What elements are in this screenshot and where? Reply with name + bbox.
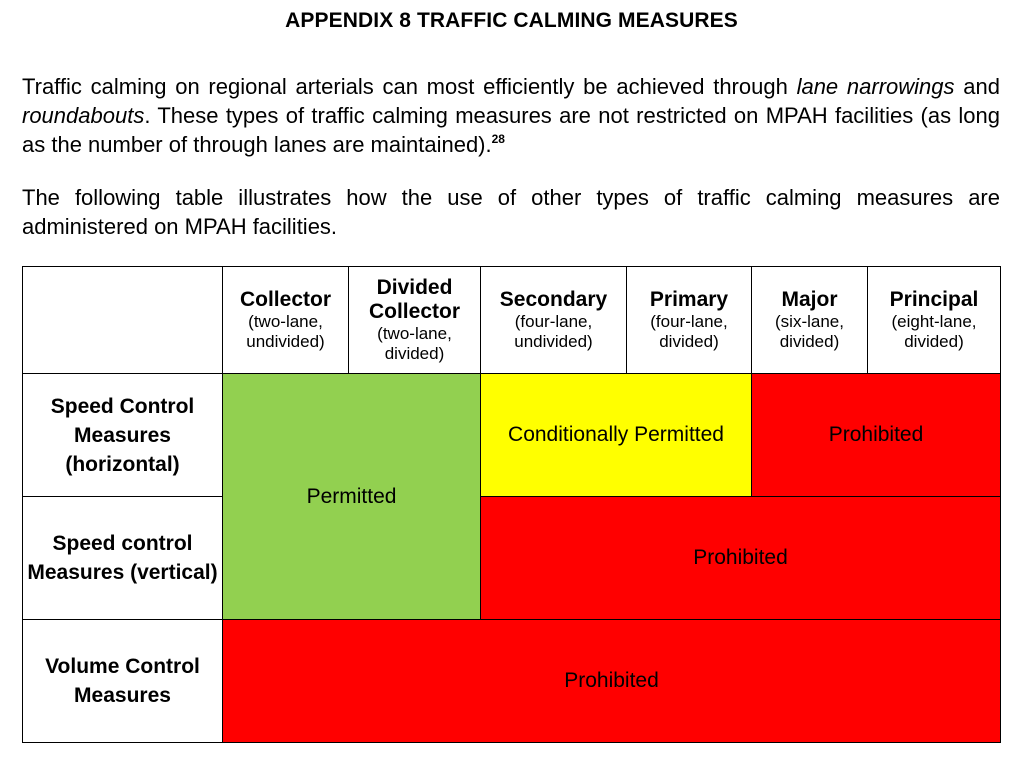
traffic-calming-table	[22, 266, 1001, 743]
page-title: APPENDIX 8 TRAFFIC CALMING MEASURES	[285, 9, 738, 32]
row-header-speed-vertical: Speed control Measures (vertical)	[23, 497, 223, 620]
row-header-volume-control: Volume Control Measures	[23, 620, 223, 743]
column-detail: (four-lane, divided)	[650, 312, 728, 351]
column-name: Collector	[239, 288, 331, 311]
row-header-speed-horizontal: Speed Control Measures (horizontal)	[23, 374, 223, 497]
corner-cell	[23, 267, 223, 374]
intro-text-3: . These types of traffic calming measures are not restricted on MPAH facilities (as long as the number of through lanes are maintained).	[22, 103, 1000, 157]
column-name: Primary	[649, 288, 729, 311]
cell-prohibited-volume: Prohibited	[223, 620, 1001, 743]
cell-permitted: Permitted	[223, 374, 481, 620]
intro-paragraph	[22, 72, 1000, 159]
intro-text-2: and	[954, 74, 1000, 99]
header-row	[23, 267, 1001, 374]
intro-emphasis-lane-narrowings: lane narrowings	[796, 74, 955, 99]
table-row	[23, 497, 1001, 620]
column-detail: (eight-lane, divided)	[891, 312, 977, 351]
table-row	[23, 374, 1001, 497]
column-detail: (six-lane, divided)	[775, 312, 844, 351]
column-name: Divided Collector	[368, 276, 460, 323]
column-detail: (two-lane, divided)	[377, 324, 452, 363]
column-detail: (four-lane, undivided)	[514, 312, 593, 351]
cell-conditionally-permitted: Conditionally Permitted	[481, 374, 752, 497]
cell-prohibited-horizontal: Prohibited	[752, 374, 1001, 497]
table-intro-paragraph: The following table illustrates how the use of other types of traffic calming measures are administered on MPAH facilities.	[22, 185, 1000, 239]
column-header-divided-collector	[349, 267, 481, 374]
intro-text-1: Traffic calming on regional arterials can most efficiently be achieved through	[22, 74, 797, 99]
column-name: Secondary	[499, 288, 608, 311]
column-name: Principal	[889, 288, 979, 311]
cell-prohibited-vertical: Prohibited	[481, 497, 1001, 620]
column-detail: (two-lane, undivided)	[246, 312, 325, 351]
column-name: Major	[781, 288, 838, 311]
column-header-collector	[223, 267, 349, 374]
footnote-marker: 28	[491, 132, 505, 146]
intro-emphasis-roundabouts: roundabouts	[22, 103, 145, 128]
column-header-major	[752, 267, 868, 374]
column-header-principal	[868, 267, 1001, 374]
column-header-secondary	[481, 267, 627, 374]
table-row	[23, 620, 1001, 743]
column-header-primary	[627, 267, 752, 374]
